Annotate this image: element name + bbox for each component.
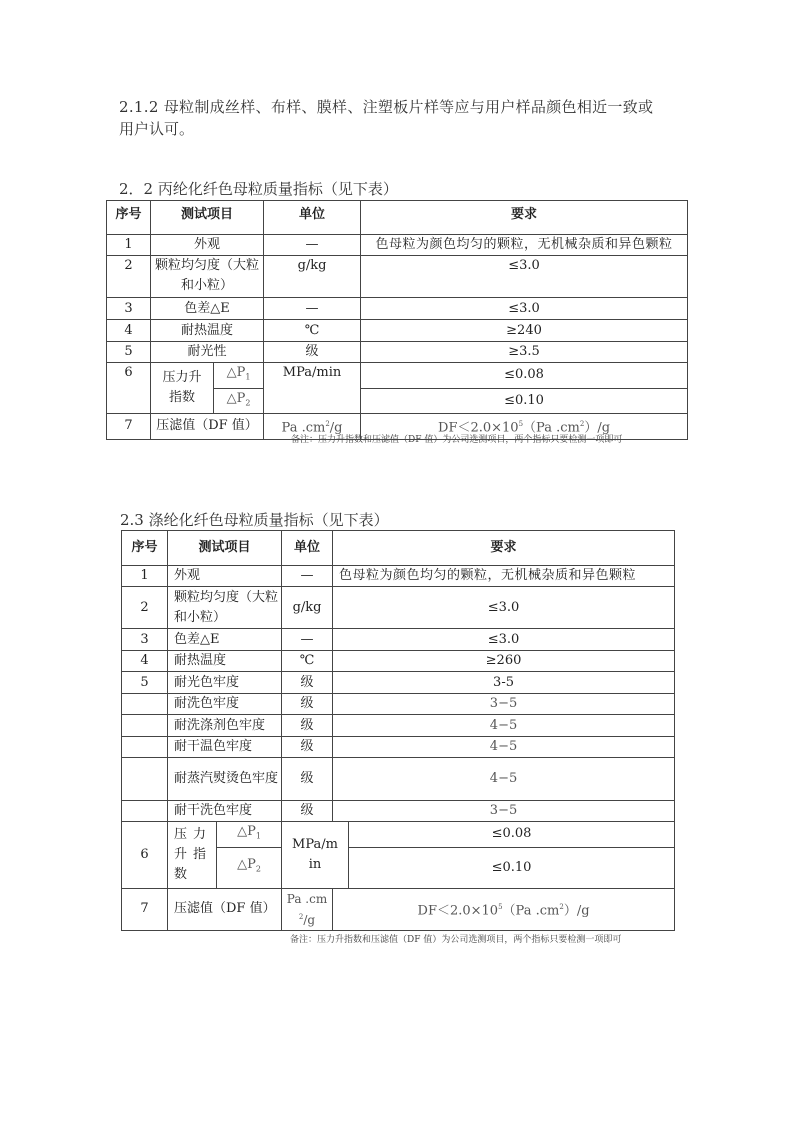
row-no: 2 <box>122 587 168 629</box>
row-item: 耐蒸汽熨烫色牢度 <box>168 758 282 801</box>
table-row <box>122 715 675 737</box>
filter-unit <box>282 888 333 930</box>
row-requirement: ≥3.5 <box>361 342 688 363</box>
row-item: 耐洗色牢度 <box>168 694 282 715</box>
row-item: 颗粒均匀度（大粒和小粒） <box>168 587 282 629</box>
row-item: 耐热温度 <box>151 320 264 342</box>
filter-req-a: DF＜2.0×10 <box>438 420 519 436</box>
delta-p1 <box>217 822 282 848</box>
row-no: 1 <box>122 566 168 587</box>
table-header-row <box>122 531 675 566</box>
filter-req-sup2: 2 <box>559 902 564 911</box>
filter-item: 压滤值（DF 值） <box>168 888 282 930</box>
row-no: 4 <box>122 651 168 672</box>
row-no: 3 <box>107 298 151 320</box>
row-unit: g/kg <box>264 256 361 298</box>
row-requirement: ≥260 <box>333 651 675 672</box>
pet-quality-table <box>121 530 675 931</box>
delta-p2-sub: 2 <box>245 398 251 408</box>
filter-req-sup: 5 <box>498 902 503 911</box>
delta-p1-label: △P <box>226 365 246 380</box>
table-row <box>122 694 675 715</box>
row-no: 3 <box>122 629 168 651</box>
header-requirement: 要求 <box>361 201 688 235</box>
delta-p2-sub: 2 <box>255 864 261 874</box>
filter-unit-a: Pa .cm <box>281 420 326 436</box>
row-unit: 级 <box>282 694 333 715</box>
row-requirement: 4−5 <box>333 758 675 801</box>
row-no: 6 <box>107 363 151 414</box>
row-unit: — <box>264 298 361 320</box>
row-item: 耐洗涤剂色牢度 <box>168 715 282 737</box>
delta-p1-sub: 1 <box>245 372 251 382</box>
row-requirement: 3−5 <box>333 694 675 715</box>
row-item: 色差△E <box>168 629 282 651</box>
pressure-item-line1: 压力升 <box>162 370 202 386</box>
row-unit: — <box>282 629 333 651</box>
filter-req-sup2: 2 <box>579 420 585 429</box>
table-row <box>107 256 688 298</box>
header-item: 测试项目 <box>168 531 282 566</box>
intro-paragraph <box>119 96 699 140</box>
table-row <box>107 342 688 363</box>
header-no: 序号 <box>122 531 168 566</box>
table-row <box>122 801 675 822</box>
row-requirement: ≤3.0 <box>361 298 688 320</box>
filter-req-c: ）/g <box>563 903 590 919</box>
row-unit: 级 <box>282 737 333 758</box>
header-unit: 单位 <box>264 201 361 235</box>
row-requirement: 3−5 <box>333 801 675 822</box>
filter-req-a: DF＜2.0×10 <box>417 903 499 919</box>
filter-req-b: （Pa .cm <box>502 903 560 919</box>
header-item: 测试项目 <box>151 201 264 235</box>
section-pp-heading: 2．2 丙纶化纤色母粒质量指标（见下表） <box>119 180 398 198</box>
row-no <box>122 694 168 715</box>
filter-unit-sup: 2 <box>325 420 330 429</box>
table-row <box>122 587 675 629</box>
row-no <box>122 715 168 737</box>
pressure-req-p1: ≤0.08 <box>361 363 688 389</box>
row-requirement: 3-5 <box>333 672 675 694</box>
delta-p2-label: △P <box>237 857 256 873</box>
row-item: 耐干温色牢度 <box>168 737 282 758</box>
pressure-unit: MPa/min <box>264 363 361 414</box>
filter-req-sup: 5 <box>518 420 524 429</box>
filter-unit-b: /g <box>303 912 316 927</box>
header-requirement: 要求 <box>333 531 675 566</box>
row-no: 4 <box>107 320 151 342</box>
row-unit: — <box>282 566 333 587</box>
pressure-req-p2: ≤0.10 <box>361 388 688 414</box>
row-requirement: 色母粒为颜色均匀的颗粒，无机械杂质和异色颗粒 <box>333 566 675 587</box>
row-unit: 级 <box>282 715 333 737</box>
row-no <box>122 801 168 822</box>
delta-p1-sub: 1 <box>255 831 261 841</box>
pressure-item: 压力升指数 <box>168 822 217 889</box>
delta-p1 <box>214 363 264 389</box>
row-requirement: ≤3.0 <box>333 629 675 651</box>
row-item: 外观 <box>168 566 282 587</box>
row-no <box>122 758 168 801</box>
table-row-filter <box>122 888 675 930</box>
table-row <box>122 629 675 651</box>
row-requirement: ≥240 <box>361 320 688 342</box>
table-row <box>122 672 675 694</box>
row-requirement: ≤3.0 <box>361 256 688 298</box>
row-unit: 级 <box>282 672 333 694</box>
filter-unit-a: Pa .cm <box>286 891 328 906</box>
filter-req-b: （Pa .cm <box>523 420 580 436</box>
table-row <box>107 298 688 320</box>
row-unit: 级 <box>282 758 333 801</box>
pp-quality-table <box>106 200 688 440</box>
row-unit: ℃ <box>282 651 333 672</box>
table-header-row <box>107 201 688 235</box>
row-item: 耐热温度 <box>168 651 282 672</box>
table-row <box>122 566 675 587</box>
table-row-pressure <box>107 363 688 389</box>
pressure-item-line2: 指数 <box>168 390 195 406</box>
pet-table-note: 备注：压力升指数和压滤值（DF 值）为公司选测项目，两个指标只要检测一项即可 <box>290 935 622 945</box>
filter-req-c: ）/g <box>584 420 611 436</box>
row-item: 耐光色牢度 <box>168 672 282 694</box>
table-row <box>107 320 688 342</box>
table-row-pressure <box>122 822 675 848</box>
row-no: 5 <box>122 672 168 694</box>
header-no: 序号 <box>107 201 151 235</box>
row-unit: ℃ <box>264 320 361 342</box>
row-item: 耐干洗色牢度 <box>168 801 282 822</box>
row-item: 耐光性 <box>151 342 264 363</box>
filter-requirement <box>333 888 675 930</box>
row-no <box>122 737 168 758</box>
row-item: 颗粒均匀度（大粒和小粒） <box>151 256 264 298</box>
filter-item: 压滤值（DF 值） <box>151 414 264 439</box>
row-unit: — <box>264 235 361 256</box>
row-no: 1 <box>107 235 151 256</box>
pressure-req-p2: ≤0.10 <box>349 847 675 888</box>
row-no: 2 <box>107 256 151 298</box>
table-row <box>122 737 675 758</box>
table-row <box>122 758 675 801</box>
row-unit: 级 <box>264 342 361 363</box>
pressure-unit: MPa/min <box>282 822 349 889</box>
row-no: 5 <box>107 342 151 363</box>
intro-line-1: 2.1.2 母粒制成丝样、布样、膜样、注塑板片样等应与用户样品颜色相近一致或 <box>119 98 654 116</box>
delta-p1-label: △P <box>237 824 256 839</box>
row-requirement: 色母粒为颜色均匀的颗粒，无机械杂质和异色颗粒 <box>361 235 688 256</box>
row-unit: g/kg <box>282 587 333 629</box>
row-no: 7 <box>107 414 151 439</box>
pressure-req-p1: ≤0.08 <box>349 822 675 848</box>
delta-p2-label: △P <box>226 390 246 406</box>
row-no: 7 <box>122 888 168 930</box>
row-requirement: 4−5 <box>333 715 675 737</box>
delta-p2 <box>217 847 282 888</box>
section-pet-heading: 2.3 涤纶化纤色母粒质量指标（见下表） <box>120 511 389 529</box>
header-unit: 单位 <box>282 531 333 566</box>
row-unit: 级 <box>282 801 333 822</box>
table-row <box>107 235 688 256</box>
table-row <box>122 651 675 672</box>
row-requirement: ≤3.0 <box>333 587 675 629</box>
pp-table-note: 备注：压力升指数和压滤值（DF 值）为公司选测项目，两个指标只要检测一项即可 <box>291 435 623 445</box>
filter-unit-sup: 2 <box>298 912 304 921</box>
row-item: 外观 <box>151 235 264 256</box>
intro-line-2: 用户认可。 <box>119 120 195 138</box>
delta-p2 <box>214 388 264 414</box>
row-item: 色差△E <box>151 298 264 320</box>
row-requirement: 4−5 <box>333 737 675 758</box>
row-no: 6 <box>122 822 168 889</box>
filter-unit-b: /g <box>329 420 343 436</box>
pressure-item <box>151 363 214 414</box>
